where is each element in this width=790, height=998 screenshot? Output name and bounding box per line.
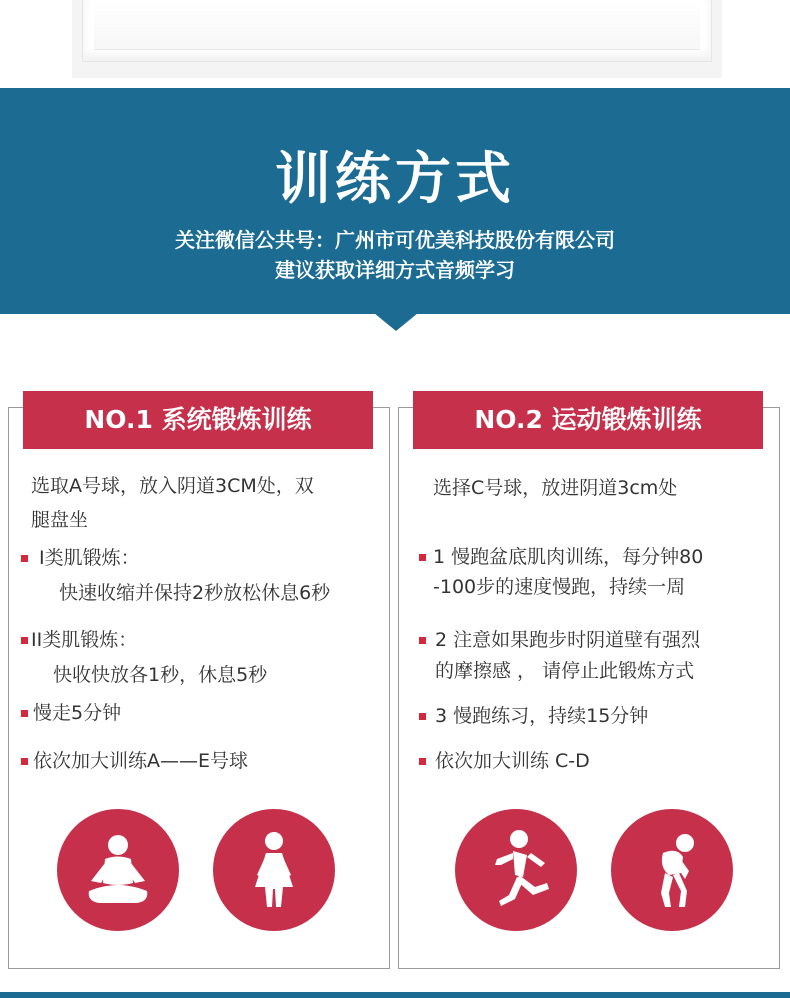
bullet-icon <box>21 555 28 562</box>
card-system-training <box>8 407 390 969</box>
item-text: 3 慢跑练习，持续15分钟 <box>435 705 649 727</box>
card-intro-line1: 选取A号球，放入阴道3CM处，双 <box>31 475 314 497</box>
item-line: 2 注意如果跑步时阴道壁有强烈 <box>435 629 701 651</box>
bottom-divider <box>0 992 790 998</box>
top-frame-decoration <box>72 0 722 78</box>
item-label: Ⅰ类肌锻炼： <box>39 547 140 569</box>
banner-subtitle-line1: 关注微信公共号：广州市可优美科技股份有限公司 <box>175 228 615 252</box>
bending-person-icon <box>611 809 733 931</box>
top-frame-bevel <box>94 0 700 50</box>
bullet-icon <box>21 758 28 765</box>
item-line: -100步的速度慢跑，持续一周 <box>433 576 686 598</box>
banner-notch <box>374 313 418 331</box>
item-text: 依次加大训练 C-D <box>435 750 590 772</box>
meditation-icon <box>57 809 179 931</box>
card-title: NO.2 运动锻炼训练 <box>413 391 763 449</box>
item-text: 依次加大训练A——E号球 <box>33 750 249 772</box>
page-title: 训练方式 <box>275 147 515 212</box>
card-exercise-training <box>398 407 780 969</box>
item-detail: 快收快放各1秒，休息5秒 <box>53 664 268 686</box>
bullet-icon <box>21 637 28 644</box>
bullet-icon <box>21 710 28 717</box>
item-line: 1 慢跑盆底肌肉训练，每分钟80 <box>433 546 704 568</box>
bullet-icon <box>419 758 426 765</box>
bullet-icon <box>419 637 426 644</box>
item-label: II类肌锻炼： <box>31 629 138 651</box>
card-intro-line2: 腿盘坐 <box>31 509 89 531</box>
bullet-icon <box>419 554 426 561</box>
card-title: NO.1 系统锻炼训练 <box>23 391 373 449</box>
header-banner <box>0 88 790 314</box>
card-intro: 选择C号球，放进阴道3cm处 <box>433 477 678 499</box>
banner-subtitle-line2: 建议获取详细方式音频学习 <box>275 258 515 282</box>
running-person-icon <box>455 809 577 931</box>
item-line: 的摩擦感 ， 请停止此锻炼方式 <box>435 660 695 682</box>
item-text: 慢走5分钟 <box>33 702 122 724</box>
woman-icon <box>213 809 335 931</box>
item-detail: 快速收缩并保持2秒放松休息6秒 <box>59 582 331 604</box>
bullet-icon <box>419 713 426 720</box>
